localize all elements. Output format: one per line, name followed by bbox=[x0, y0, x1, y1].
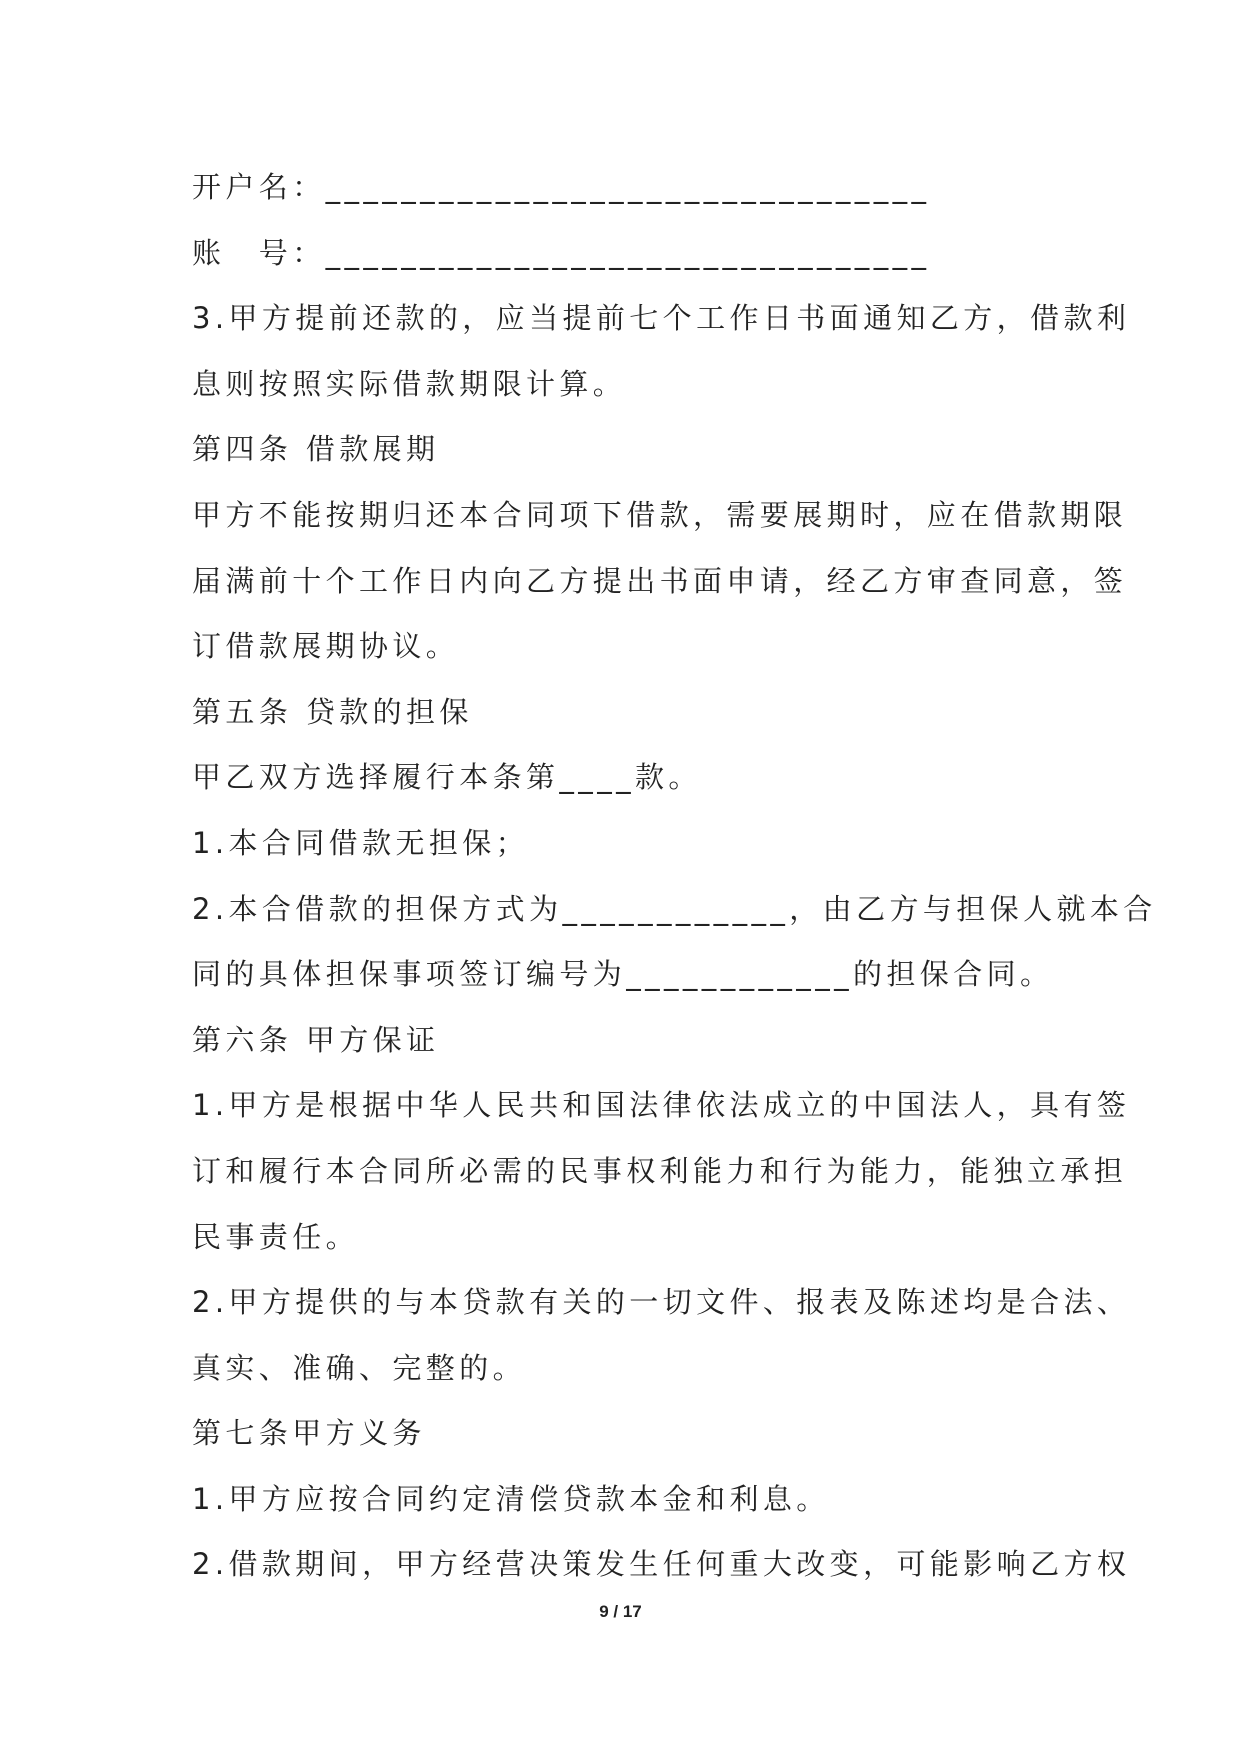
paragraph-line: 民事责任。 bbox=[192, 1219, 360, 1254]
article-7-heading: 第七条甲方义务 bbox=[192, 1416, 426, 1451]
page-number: 9 / 17 bbox=[599, 1602, 642, 1621]
paragraph-line: 1.甲方应按合同约定清偿贷款本金和利息。 bbox=[192, 1481, 830, 1516]
document-body bbox=[192, 155, 1157, 1598]
article-4-heading: 第四条 借款展期 bbox=[192, 432, 440, 467]
paragraph-line: 1.甲方是根据中华人民共和国法律依法成立的中国法人，具有签 bbox=[192, 1088, 1131, 1123]
paragraph-line: 甲乙双方选择履行本条第____款。 bbox=[192, 760, 702, 795]
paragraph-line: 3.甲方提前还款的，应当提前七个工作日书面通知乙方，借款利 bbox=[192, 301, 1131, 336]
paragraph-line: 同的具体担保事项签订编号为____________的担保合同。 bbox=[192, 957, 1054, 992]
article-6-heading: 第六条 甲方保证 bbox=[192, 1022, 440, 1057]
account-number-line: 账 号：________________________________ bbox=[192, 235, 931, 270]
paragraph-line: 息则按照实际借款期限计算。 bbox=[192, 366, 627, 401]
article-5-heading: 第五条 贷款的担保 bbox=[192, 694, 473, 729]
paragraph-line: 1.本合同借款无担保； bbox=[192, 825, 530, 860]
account-name-line: 开户名：________________________________ bbox=[192, 170, 931, 204]
paragraph-line: 甲方不能按期归还本合同项下借款，需要展期时，应在借款期限 bbox=[192, 497, 1128, 532]
paragraph-line: 2.本合借款的担保方式为____________，由乙方与担保人就本合 bbox=[192, 891, 1157, 926]
paragraph-line: 订借款展期协议。 bbox=[192, 629, 460, 664]
paragraph-line: 届满前十个工作日内向乙方提出书面申请，经乙方审查同意，签 bbox=[192, 563, 1128, 598]
paragraph-line: 真实、准确、完整的。 bbox=[192, 1350, 527, 1385]
paragraph-line: 订和履行本合同所必需的民事权利能力和行为能力，能独立承担 bbox=[192, 1153, 1128, 1188]
paragraph-line: 2.甲方提供的与本贷款有关的一切文件、报表及陈述均是合法、 bbox=[192, 1285, 1131, 1320]
paragraph-line: 2.借款期间，甲方经营决策发生任何重大改变，可能影响乙方权 bbox=[192, 1547, 1131, 1582]
